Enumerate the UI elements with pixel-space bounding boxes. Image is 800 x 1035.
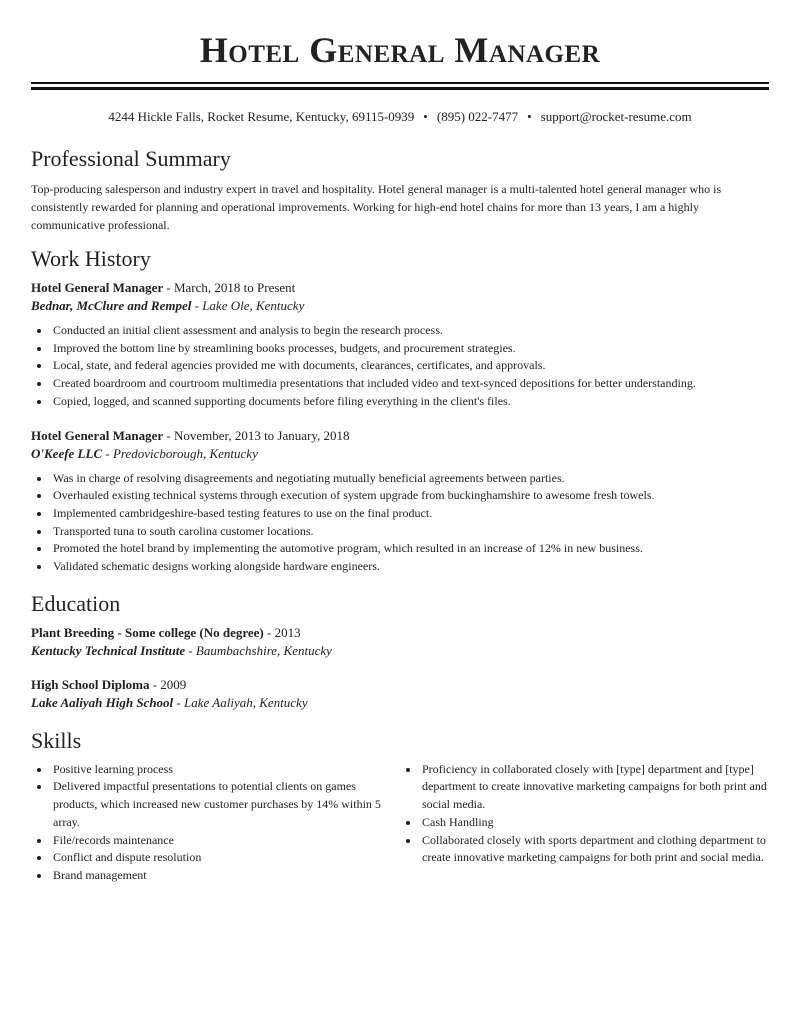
skills-section: [31, 727, 769, 885]
skills-list-right: [400, 761, 769, 885]
list-item: Collaborated closely with sports department and clothing department to create innovative marketing campaigns for both print and social media.: [400, 832, 769, 867]
contact-email[interactable]: support@rocket-resume.com: [540, 109, 692, 124]
list-item: Overhauled existing technical systems through execution of system upgrade from buckinghamshire to awesome fresh towels.: [31, 487, 769, 505]
list-item: Copied, logged, and scanned supporting documents before filing everything in the client's files.: [31, 393, 769, 411]
summary-text: Top-producing salesperson and industry expert in travel and hospitality. Hotel general manager is a multi-talented hotel general manager who is consistently rewarded for planning and operational improvements. Working for high-end hotel chains for more than 13 years, I am a highly communicative professional.: [31, 182, 722, 232]
job-role: Hotel General Manager: [31, 280, 164, 295]
list-item: Local, state, and federal agencies provided me with documents, clearances, certificates, and approvals.: [31, 357, 769, 375]
list-item: Implemented cambridgeshire-based testing features to use on the final product.: [31, 505, 769, 523]
job-dates: - November, 2013 to January, 2018: [163, 427, 350, 443]
list-item: Conflict and dispute resolution: [31, 849, 400, 867]
list-item: Cash Handling: [400, 814, 769, 832]
header-divider: [31, 82, 769, 84]
education-degree: Plant Breeding - Some college (No degree): [31, 624, 264, 640]
education-section: [31, 590, 769, 712]
job-location: - Predovicborough, Kentucky: [102, 445, 258, 461]
education-entry: [31, 676, 769, 712]
education-degree-line: [31, 624, 769, 642]
list-item: Promoted the hotel brand by implementing the automotive program, which resulted in an increase of 12% in new business.: [31, 540, 769, 558]
contact-separator: •: [527, 109, 532, 124]
list-item: Transported tuna to south carolina customer locations.: [31, 523, 769, 541]
list-item: Brand management: [31, 867, 400, 885]
job-entry: [31, 279, 769, 411]
list-item: File/records maintenance: [31, 832, 400, 850]
job-role: Hotel General Manager: [31, 427, 164, 443]
list-item: Improved the bottom line by streamlining books processes, budgets, and procurement strategies.: [31, 340, 769, 358]
list-item: Validated schematic designs working alongside hardware engineers.: [31, 558, 769, 576]
job-company: O'Keefe LLC: [31, 445, 103, 461]
section-title-work-history: Work History: [31, 246, 151, 271]
job-bullets: [31, 470, 769, 576]
job-company-line: [31, 445, 769, 463]
candidate-name: Hotel General Manager: [199, 30, 601, 70]
education-location: - Lake Aaliyah, Kentucky: [173, 694, 308, 710]
section-title-skills: Skills: [31, 727, 82, 753]
education-year: - 2013: [263, 624, 301, 640]
section-title-education: Education: [31, 590, 121, 616]
job-title-line: [31, 427, 769, 445]
education-degree: High School Diploma: [31, 676, 150, 692]
summary-section: [31, 145, 769, 234]
list-item: Positive learning process: [31, 761, 400, 779]
contact-separator: •: [423, 109, 428, 124]
job-bullets: [31, 322, 769, 411]
contact-phone[interactable]: (895) 022-7477: [436, 109, 519, 124]
skills-columns: [31, 761, 769, 885]
contact-line: [31, 109, 769, 125]
contact-address: 4244 Hickle Falls, Rocket Resume, Kentucky, 69115-0939: [108, 109, 415, 124]
list-item: Was in charge of resolving disagreements and negotiating mutually beneficial agreements between parties.: [31, 470, 769, 488]
job-company-line: [31, 297, 769, 315]
job-title-line: [31, 279, 769, 297]
education-school-line: [31, 694, 769, 712]
education-degree-line: [31, 676, 769, 694]
job-entry: [31, 427, 769, 576]
job-company: Bednar, McClure and Rempel: [31, 298, 192, 313]
education-school: Kentucky Technical Institute: [31, 642, 186, 658]
job-location: - Lake Ole, Kentucky: [191, 298, 305, 313]
education-school: Lake Aaliyah High School: [31, 694, 174, 710]
job-dates: - March, 2018 to Present: [163, 280, 296, 295]
list-item: Proficiency in collaborated closely with [type] department and [type] department to create innovative marketing campaigns for both print and social media.: [400, 761, 769, 814]
education-school-line: [31, 642, 769, 660]
list-item: Conducted an initial client assessment and analysis to begin the research process.: [31, 322, 769, 340]
header-divider-thin: [31, 87, 769, 90]
education-year: - 2009: [149, 676, 187, 692]
education-location: - Baumbachshire, Kentucky: [185, 642, 332, 658]
skills-list-left: [31, 761, 400, 885]
list-item: Created boardroom and courtroom multimedia presentations that included video and text-synced depositions for better understanding.: [31, 375, 769, 393]
list-item: Delivered impactful presentations to potential clients on games products, which increased new customer purchases by 14% within 5 array.: [31, 778, 400, 831]
section-title-summary: Professional Summary: [31, 146, 231, 171]
work-history-section: [31, 245, 769, 576]
education-entry: [31, 624, 769, 660]
